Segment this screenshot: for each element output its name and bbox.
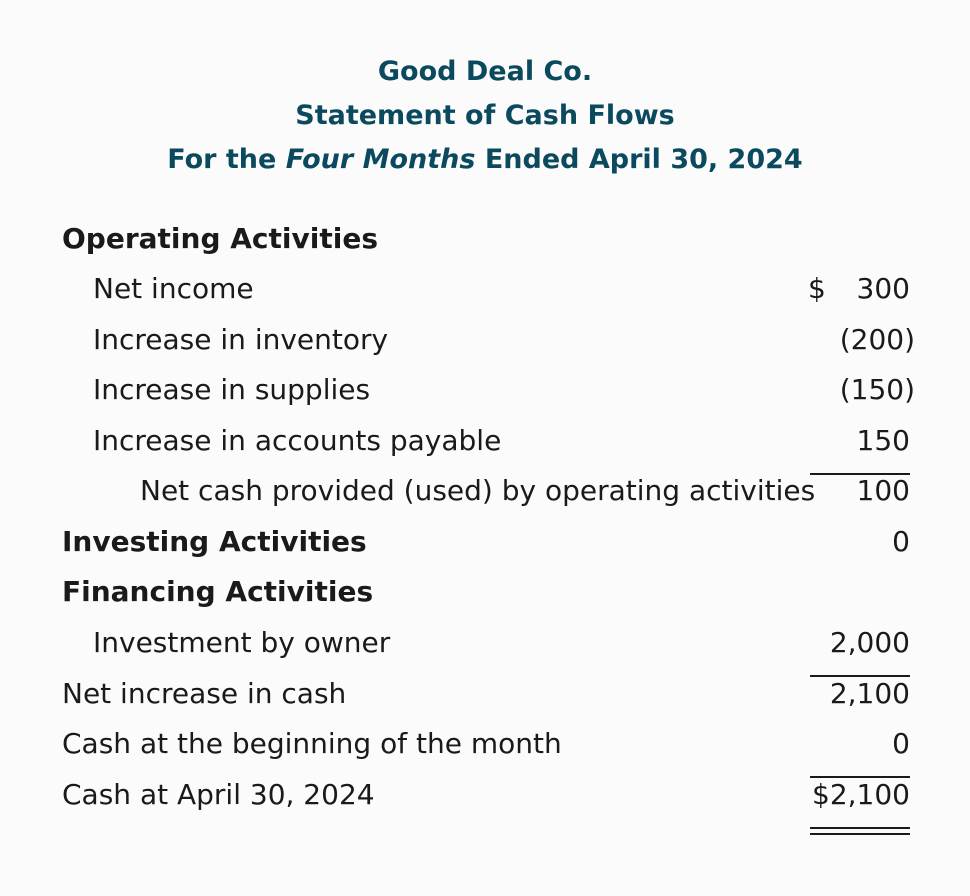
ending-cash-row [0, 770, 970, 820]
supplies-label: Increase in supplies [93, 373, 371, 406]
operating-heading: Operating Activities [62, 222, 378, 255]
statement-header [0, 50, 970, 182]
beginning-cash-value: 0 [892, 727, 910, 760]
financing-heading: Financing Activities [62, 575, 374, 608]
operating-net-cash-value: 100 [856, 474, 910, 507]
net-increase-row [0, 669, 970, 719]
investing-value: 0 [892, 525, 910, 558]
net-income-label: Net income [93, 272, 254, 305]
statement-period [0, 138, 970, 182]
net-income-currency: $ [808, 272, 826, 305]
financing-heading-row [0, 567, 970, 617]
owner-investment-value: 2,000 [829, 626, 910, 659]
company-name: Good Deal Co. [377, 56, 593, 87]
operating-net-cash-row [0, 466, 970, 516]
ending-cash-double-rule [810, 827, 910, 835]
period-italic: Four Months [285, 144, 476, 175]
supplies-row [0, 365, 970, 415]
net-increase-label: Net increase in cash [62, 677, 347, 710]
beginning-cash-row [0, 719, 970, 769]
operating-net-cash-label: Net cash provided (used) by operating activities [140, 474, 816, 507]
ending-cash-value: $2,100 [812, 778, 910, 811]
ending-cash-label: Cash at April 30, 2024 [62, 778, 375, 811]
beginning-cash-label: Cash at the beginning of the month [62, 727, 562, 760]
owner-investment-row [0, 618, 970, 668]
investing-row [0, 517, 970, 567]
payable-value: 150 [856, 424, 910, 457]
supplies-value: (150) [839, 373, 915, 406]
net-income-row [0, 264, 970, 314]
payable-row [0, 416, 970, 466]
owner-investment-label: Investment by owner [93, 626, 391, 659]
period-suffix: Ended April 30, 2024 [475, 144, 803, 175]
inventory-value: (200) [839, 323, 915, 356]
period-prefix: For the [167, 144, 286, 175]
investing-heading: Investing Activities [62, 525, 367, 558]
inventory-label: Increase in inventory [93, 323, 389, 356]
net-increase-value: 2,100 [829, 677, 910, 710]
inventory-row [0, 315, 970, 365]
statement-title: Statement of Cash Flows [295, 100, 675, 131]
payable-label: Increase in accounts payable [93, 424, 502, 457]
operating-heading-row [0, 214, 970, 264]
net-income-value: 300 [856, 272, 910, 305]
